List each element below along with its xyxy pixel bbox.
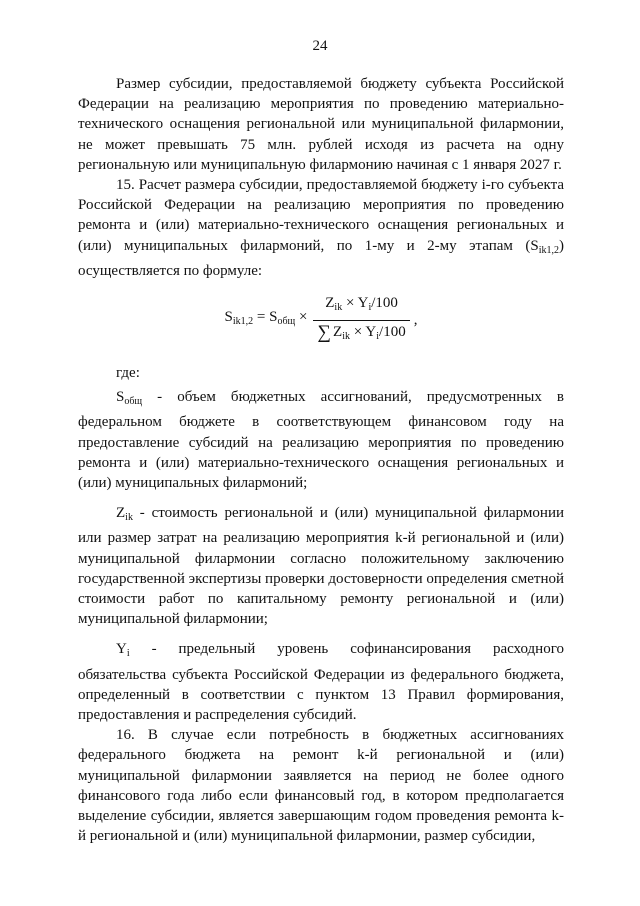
formula-denominator: [313, 320, 409, 347]
formula-fraction: [313, 293, 409, 346]
definition-text: - объем бюджетных ассигнований, предусмотренных в федеральном бюджете в соответствующем финансовом году на предоставление субсидий на реализацию мероприятия по проведению ремонта и (или) материально-технического оснащения региональных и (или) муниципальных филармоний;: [78, 389, 564, 492]
definition-symbol: Z: [116, 505, 126, 522]
definition-subscript: ik: [125, 512, 133, 524]
definition-subscript: i: [126, 648, 130, 660]
formula-numerator: [321, 293, 402, 319]
definition-text: - предельный уровень софинансирования расходного обязательства субъекта Российской Федерации из федерального бюджета, определенный в соответствии с пунктом 13 Правил формирования, предоставления и распределения субсидий.: [78, 641, 564, 724]
paragraph-16: 16. В случае если потребность в бюджетных ассигнованиях федерального бюджета на ремонт k-й региональной и (или) муниципальной филармонии заявляется на период не более одного финансового года либо если финансовый год, в котором предполагается выделение субсидии, является завершающим годом проведения ремонта k-й региональной и (или) муниципальной филармонии, размер субсидии,: [78, 727, 564, 845]
denominator-div: /100: [379, 323, 406, 340]
numerator-y: Y: [357, 295, 369, 312]
definition-symbol: S: [116, 389, 125, 406]
denominator-y-subscript: i: [376, 330, 380, 342]
numerator-div: /100: [371, 295, 398, 312]
formula-equals: =: [256, 309, 266, 326]
paragraph-15: [78, 175, 564, 281]
numerator-times: ×: [345, 295, 355, 312]
denominator-z: Z: [333, 323, 343, 340]
paragraph-15-text-a: 15. Расчет размера субсидии, предоставляемой бюджету i-го субъекта Российской Федерации на реализацию мероприятия по проведению ремонта и (или) материально-технического оснащения региональных и (или) муниципальных филармоний, по 1-му и 2-му этапам (S: [78, 177, 564, 254]
denominator-z-subscript: ik: [342, 330, 350, 342]
formula-lhs-symbol: S: [224, 309, 233, 326]
denominator-y: Y: [365, 323, 377, 340]
definition-y-i: [78, 639, 564, 725]
definition-s-total: [78, 387, 564, 493]
paragraph-subsidy-limit: Размер субсидии, предоставляемой бюджету субъекта Российской Федерации на реализацию мероприятия по проведению материально-технического оснащения региональной или муниципальной филармонии, не может превышать 75 млн. рублей исходя из расчета на одну региональную или муниципальную филармонию начиная с 1 января 2027 г.: [78, 76, 564, 173]
formula-lhs-subscript: ik1,2: [232, 316, 254, 328]
definition-z-ik: [78, 503, 564, 629]
definition-text: - стоимость региональной и (или) муниципальной филармонии или размер затрат на реализацию мероприятия k-й региональной и (или) муниципальной филармонии согласно положительному заключению государственной экспертизы проверки достоверности определения сметной стоимости работ по капитальному ремонту региональной и (или) муниципальной филармонии;: [78, 505, 564, 628]
formula-times: ×: [299, 309, 308, 326]
numerator-z: Z: [325, 295, 335, 312]
paragraph-15-subscript: ik1,2: [538, 244, 559, 256]
page-number: 24: [312, 38, 328, 54]
definition-symbol: Y: [116, 641, 127, 658]
numerator-y-subscript: i: [368, 302, 372, 314]
paragraph-15-text-b: ) осуществляется по формуле:: [78, 237, 564, 279]
formula-s-subscript: общ: [277, 316, 296, 328]
formula-trailing-comma: ,: [413, 311, 418, 328]
formula-lhs: [225, 307, 308, 332]
numerator-z-subscript: ik: [334, 302, 343, 314]
document-body: [78, 74, 564, 847]
where-label: где:: [116, 365, 140, 382]
sum-sign: ∑: [317, 321, 332, 343]
denominator-times: ×: [353, 323, 363, 340]
definition-subscript: общ: [124, 396, 143, 408]
formula-s-symbol: S: [269, 309, 278, 326]
subsidy-formula: [78, 291, 564, 349]
